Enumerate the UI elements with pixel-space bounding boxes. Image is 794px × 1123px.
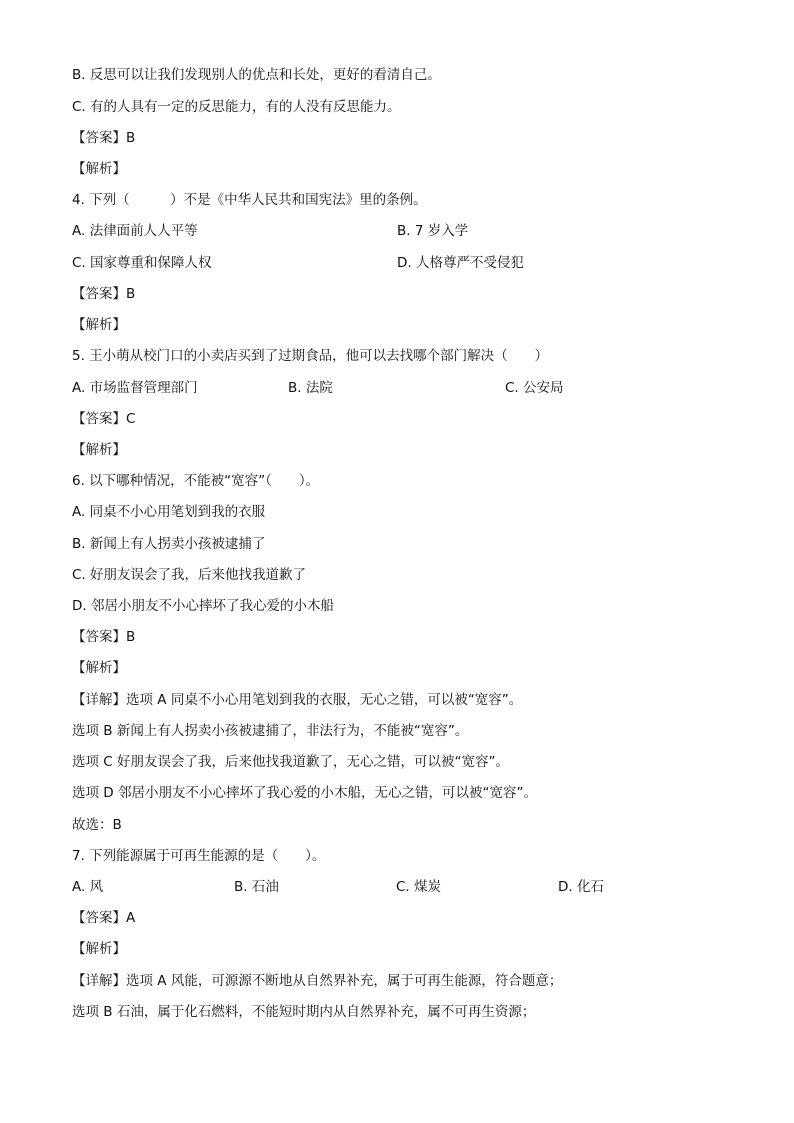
q6-option-b: B. 新闻上有人拐卖小孩被逮捕了 xyxy=(72,536,266,552)
q6-stem: 6. 以下哪种情况，不能被“宽容”（ ）。 xyxy=(72,473,320,489)
q6-choice: 故选：B xyxy=(72,817,122,833)
q7-stem: 7. 下列能源属于可再生能源的是（ ）。 xyxy=(72,848,326,864)
q4-option-b: B. 7 岁入学 xyxy=(397,223,469,239)
q4-option-d: D. 人格尊严不受侵犯 xyxy=(397,255,524,271)
q4-option-c: C. 国家尊重和保障人权 xyxy=(72,255,212,271)
q5-option-a: A. 市场监督管理部门 xyxy=(72,380,198,396)
q6-option-a: A. 同桌不小心用笔划到我的衣服 xyxy=(72,504,266,520)
q7-analysis: 【解析】 xyxy=(72,941,126,957)
q6-option-c: C. 好朋友误会了我，后来他找我道歉了 xyxy=(72,567,307,583)
q6-detail-4: 选项 D 邻居小朋友不小心摔坏了我心爱的小木船，无心之错，可以被“宽容”。 xyxy=(72,785,537,801)
q6-detail-2: 选项 B 新闻上有人拐卖小孩被逮捕了，非法行为，不能被“宽容”。 xyxy=(72,723,469,739)
q5-option-b: B. 法院 xyxy=(288,380,333,396)
q5-answer: 【答案】C xyxy=(72,411,136,427)
q5-stem: 5. 王小萌从校门口的小卖店买到了过期食品，他可以去找哪个部门解决（ ） xyxy=(72,348,549,364)
q5-analysis: 【解析】 xyxy=(72,442,126,458)
q7-option-c: C. 煤炭 xyxy=(396,879,442,895)
q6-detail-3: 选项 C 好朋友误会了我，后来他找我道歉了，无心之错，可以被“宽容”。 xyxy=(72,754,509,770)
q3-option-c: C. 有的人具有一定的反思能力，有的人没有反思能力。 xyxy=(72,99,401,115)
q4-answer: 【答案】B xyxy=(72,286,136,302)
q4-stem: 4. 下列（ ）不是《中华人民共和国宪法》里的条例。 xyxy=(72,192,427,208)
q7-option-d: D. 化石 xyxy=(558,879,604,895)
q3-answer: 【答案】B xyxy=(72,130,136,146)
q7-detail-1: 【详解】选项 A 风能，可源源不断地从自然界补充，属于可再生能源，符合题意； xyxy=(72,973,563,989)
q5-option-c: C. 公安局 xyxy=(505,380,564,396)
q6-analysis: 【解析】 xyxy=(72,660,126,676)
q6-detail-1: 【详解】选项 A 同桌不小心用笔划到我的衣服，无心之错，可以被“宽容”。 xyxy=(72,692,523,708)
q4-analysis: 【解析】 xyxy=(72,317,126,333)
q3-option-b: B. 反思可以让我们发现别人的优点和长处，更好的看清自己。 xyxy=(72,67,441,83)
q6-option-d: D. 邻居小朋友不小心摔坏了我心爱的小木船 xyxy=(72,598,334,614)
q7-option-b: B. 石油 xyxy=(234,879,279,895)
q7-detail-2: 选项 B 石油，属于化石燃料，不能短时期内从自然界补充，属不可再生资源； xyxy=(72,1004,536,1020)
q7-option-a: A. 风 xyxy=(72,879,104,895)
q3-analysis: 【解析】 xyxy=(72,161,126,177)
q4-option-a: A. 法律面前人人平等 xyxy=(72,223,198,239)
q6-answer: 【答案】B xyxy=(72,629,136,645)
q7-answer: 【答案】A xyxy=(72,910,136,926)
